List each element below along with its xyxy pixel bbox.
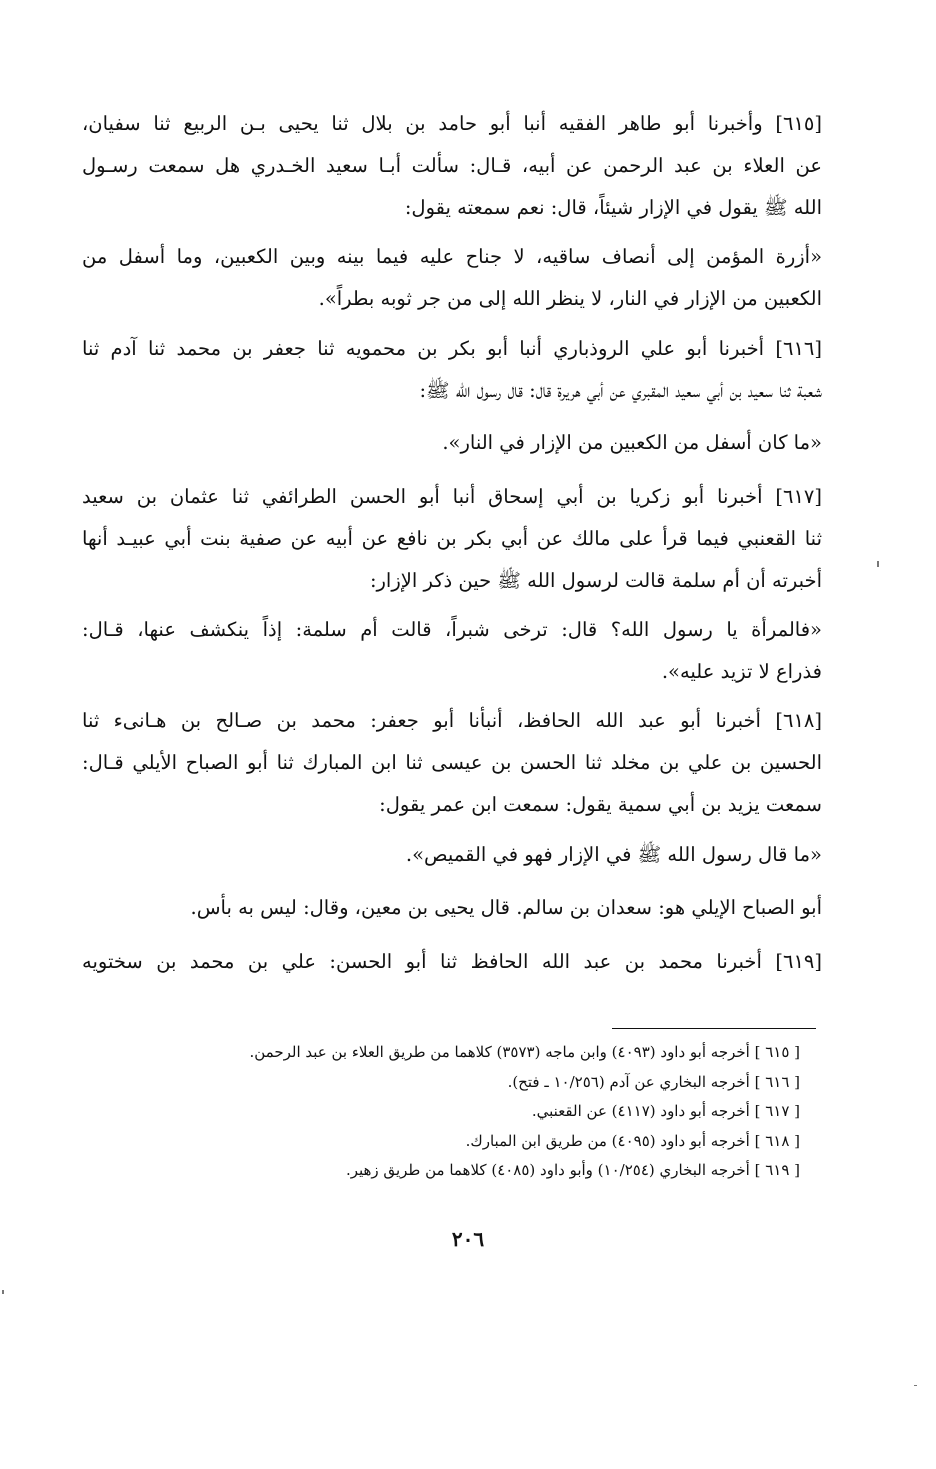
footnote: [ ٦١٧ ] أخرجه أبو داود (٤١١٧) عن القعنبي. bbox=[531, 1102, 800, 1120]
narrator-note bbox=[82, 887, 822, 929]
hadith-617 bbox=[82, 476, 822, 602]
text-line: «أزرة المؤمن إلى أنصاف ساقيه، لا جناح عليه فيما بينه وبين الكعبين، وما أسفل من bbox=[82, 245, 822, 268]
scan-speck bbox=[914, 1385, 917, 1386]
text-line: أخبرته أن أم سلمة قالت لرسول الله ﷺ حين ذكر الإزار: bbox=[369, 569, 822, 592]
hadith-619 bbox=[82, 941, 822, 983]
scan-speck bbox=[877, 561, 879, 567]
text-line: [٦١٦] أخبرنا أبو علي الروذباري أنبا أبو بكر بن محمويه ثنا جعفر بن محمد ثنا آدم ثنا bbox=[82, 337, 822, 360]
text-line: أبو الصباح الإيلي هو: سعدان بن سالم. قال يحيى بن معين، وقال: ليس به بأس. bbox=[190, 896, 822, 919]
text-line: شعبة ثنا سعيد بن أبي سعيد المقبري عن أبي هريرة قال: قال رسول الله ﷺ: bbox=[419, 379, 822, 402]
hadith-616-text bbox=[82, 422, 822, 464]
hadith-617-text bbox=[82, 609, 822, 693]
text-line: «ما كان أسفل من الكعبين من الإزار في النار». bbox=[442, 431, 822, 454]
text-line: الله ﷺ يقول في الإزار شيئاً، قال: نعم سمعته يقول: bbox=[404, 196, 822, 219]
footnotes bbox=[100, 1038, 800, 1186]
text-line: عن العلاء بن عبد الرحمن عن أبيه، قـال: سألت أبـا سعيد الخـدري هل سمعت رسـول bbox=[82, 154, 822, 177]
footnote: [ ٦١٦ ] أخرجه البخاري عن آدم (١٠/٢٥٦ ـ فتح). bbox=[507, 1072, 800, 1091]
hadith-615-text bbox=[82, 236, 822, 320]
footnote: [ ٦١٩ ] أخرجه البخاري (١٠/٢٥٤) وأبو داود (٤٠٨٥) كلاهما من طريق زهير. bbox=[345, 1161, 800, 1179]
text-line: الحسين بن علي بن مخلد ثنا الحسن بن عيسى ثنا ابن المبارك ثنا أبو الصباح الأيلي قـال: bbox=[82, 751, 822, 774]
footnote: [ ٦١٨ ] أخرجه أبو داود (٤٠٩٥) من طريق ابن المبارك. bbox=[465, 1131, 800, 1150]
hadith-615 bbox=[82, 103, 822, 229]
text-line: فذراع لا تزيد عليه». bbox=[661, 660, 822, 683]
text-line: «ما قال رسول الله ﷺ في الإزار فهو في القميص». bbox=[405, 843, 822, 866]
page-number: ٢٠٦ bbox=[451, 1227, 485, 1251]
text-line: الكعبين من الإزار في النار، لا ينظر الله إلى من جر ثوبه بطراً». bbox=[318, 287, 822, 310]
footnote-separator bbox=[612, 1028, 816, 1029]
footnote: [ ٦١٥ ] أخرجه أبو داود (٤٠٩٣) وابن ماجه (٣٥٧٣) كلاهما من طريق العلاء بن عبد الرحمن. bbox=[249, 1043, 800, 1061]
hadith-618-text bbox=[82, 834, 822, 876]
text-line: ثنا القعنبي فيما قرأ على مالك عن أبي بكر بن نافع عن أبيه عن صفية بنت أبي عبيـد أنها bbox=[82, 527, 822, 550]
text-line: [٦١٥] وأخبرنا أبو طاهر الفقيه أنبا أبو حامد بن بلال ثنا يحيى بـن الربيع ثنا سفيان، bbox=[82, 112, 822, 135]
text-line: سمعت يزيد بن أبي سمية يقول: سمعت ابن عمر يقول: bbox=[379, 793, 822, 816]
text-line: [٦١٧] أخبرنا أبو زكريا بن أبي إسحاق أنبا أبو الحسن الطرائفي ثنا عثمان بن سعيد bbox=[82, 485, 822, 508]
text-line: [٦١٨] أخبرنا أبو عبد الله الحافظ، أنبأنا أبو جعفر: محمد بن صـالح بن هـانىء ثنا bbox=[82, 709, 822, 732]
text-line: [٦١٩] أخبرنا محمد بن عبد الله الحافظ ثنا أبو الحسن: علي بن محمد بن سختويه bbox=[82, 950, 822, 973]
text-line: «فالمرأة يا رسول الله؟ قال: ترخى شبراً، قالت أم سلمة: إذاً ينكشف عنها، قـال: bbox=[82, 618, 822, 641]
hadith-616 bbox=[82, 328, 822, 412]
hadith-618 bbox=[82, 700, 822, 826]
scan-speck bbox=[2, 1290, 4, 1294]
